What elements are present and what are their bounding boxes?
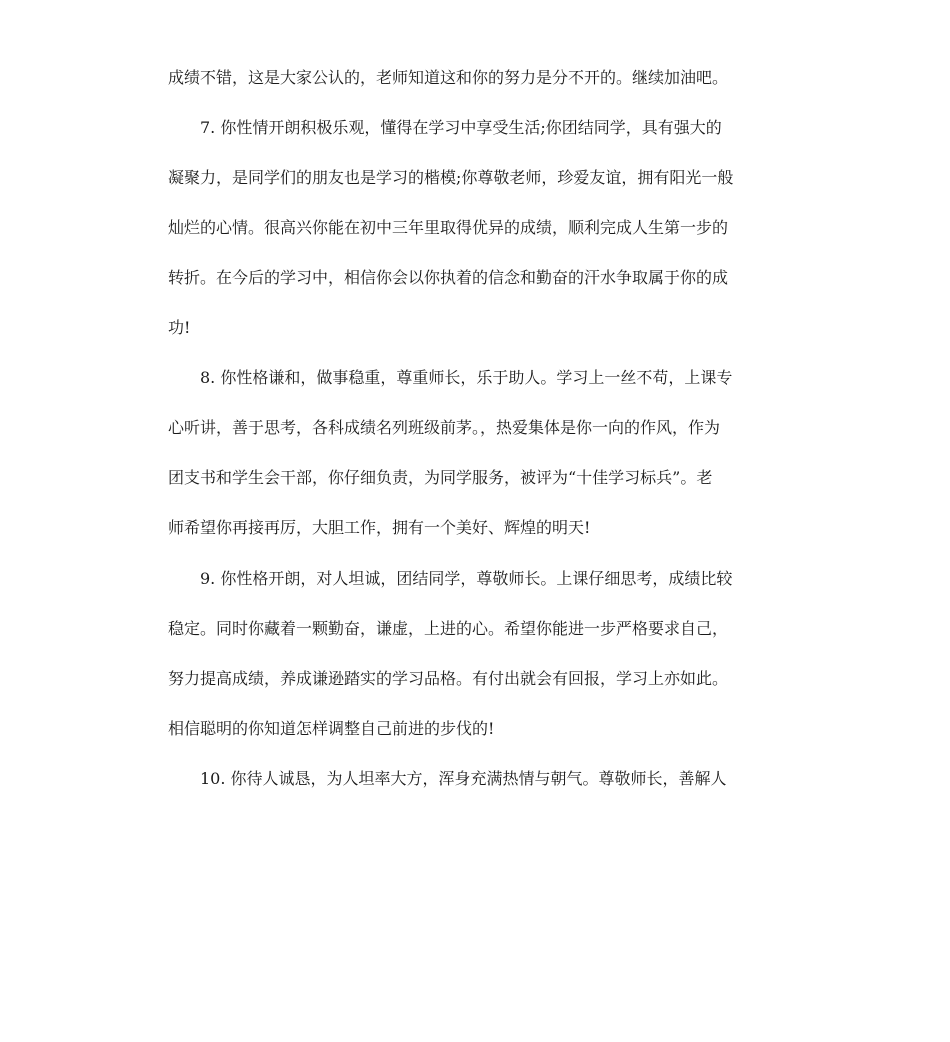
- text-line: 团支书和学生会干部，你仔细负责，为同学服务，被评为“十佳学习标兵”。老: [168, 468, 713, 487]
- item-8-line: 8. 你性格谦和，做事稳重，尊重师长，乐于助人。学习上一丝不苟，上课专: [200, 368, 733, 387]
- text-line: 心听讲，善于思考，各科成绩名列班级前茅。，热爱集体是你一向的作风，作为: [168, 418, 721, 437]
- text-line: 师希望你再接再厉，大胆工作，拥有一个美好、辉煌的明天!: [168, 518, 591, 537]
- text-line: 转折。在今后的学习中，相信你会以你执着的信念和勤奋的汗水争取属于你的成: [168, 268, 729, 287]
- item-7-line: 7. 你性情开朗积极乐观，懂得在学习中享受生活;你团结同学，具有强大的: [200, 118, 722, 137]
- text-line: 成绩不错，这是大家公认的，老师知道这和你的努力是分不开的。继续加油吧。: [168, 68, 729, 87]
- text-line: 相信聪明的你知道怎样调整自己前进的步伐的!: [168, 719, 495, 738]
- text-line: 凝聚力，是同学们的朋友也是学习的楷模;你尊敬老师，珍爱友谊，拥有阳光一般: [168, 168, 734, 187]
- text-line: 功!: [168, 318, 191, 337]
- text-line: 稳定。同时你藏着一颗勤奋，谦虚，上进的心。希望你能进一步严格要求自己，: [168, 619, 729, 638]
- text-line: 努力提高成绩，养成谦逊踏实的学习品格。有付出就会有回报，学习上亦如此。: [168, 669, 729, 688]
- item-10-line: 10. 你待人诚恳，为人坦率大方，浑身充满热情与朝气。尊敬师长，善解人: [200, 769, 727, 788]
- text-line: 灿烂的心情。很高兴你能在初中三年里取得优异的成绩，顺利完成人生第一步的: [168, 218, 729, 237]
- item-9-line: 9. 你性格开朗，对人坦诚，团结同学，尊敬师长。上课仔细思考，成绩比较: [200, 569, 733, 588]
